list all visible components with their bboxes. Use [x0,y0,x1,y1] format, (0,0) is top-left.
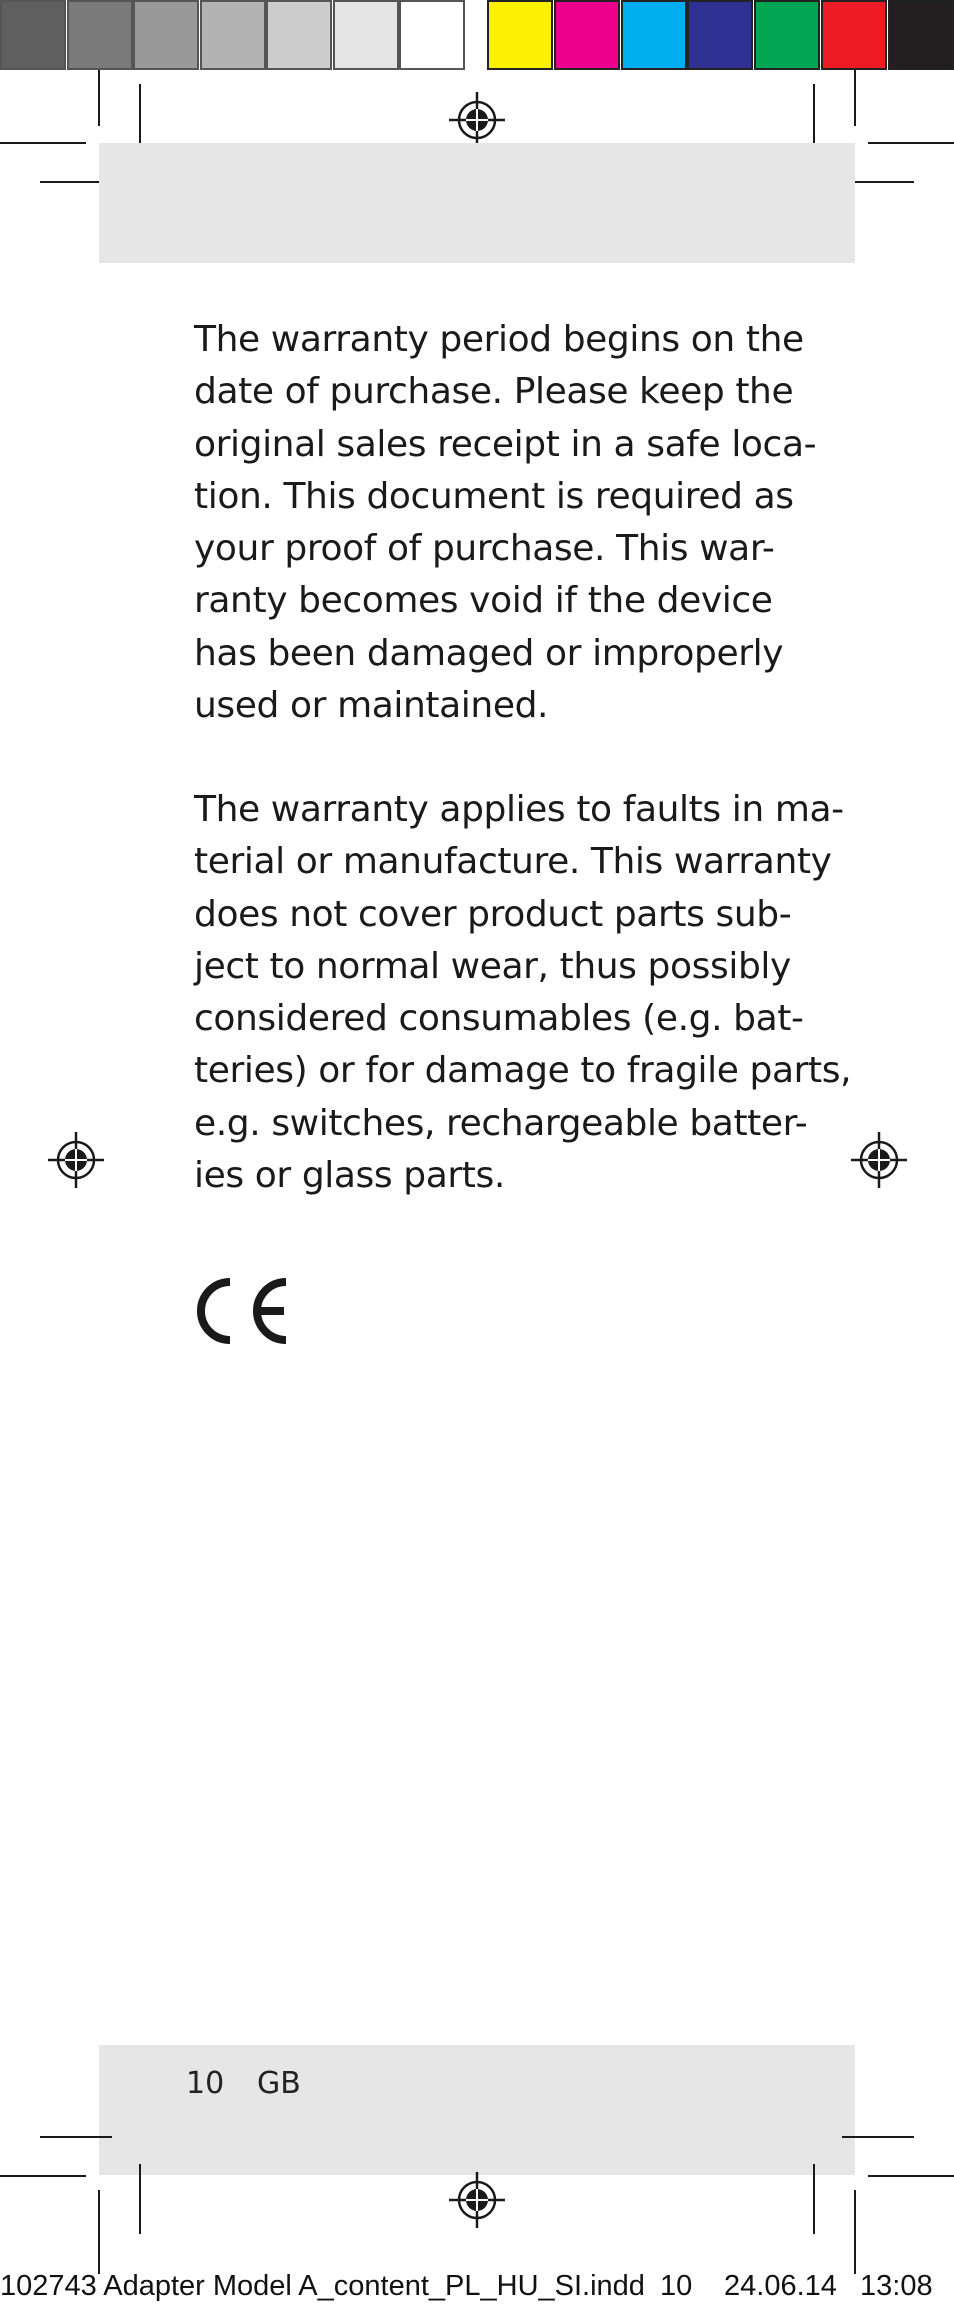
registration-mark-top-icon [449,92,505,148]
gray-swatch [266,0,332,70]
color-bar [0,0,954,72]
text-line: The warranty period begins on the [194,319,804,360]
color-swatch [888,0,954,70]
text-line: tion. This document is required as [194,475,794,517]
text-line: has been damaged or improperly [194,632,784,674]
color-swatch [554,0,620,70]
gray-swatch [133,0,199,70]
header-band [99,143,855,263]
gray-swatch [200,0,266,70]
crop-mark [0,142,86,144]
text-line: date of purchase. Please keep the [194,371,794,413]
crop-mark [868,142,954,144]
gray-swatch [0,0,66,70]
crop-mark [868,2175,954,2177]
text-line: used or maintained. [194,685,549,727]
text-line: terial or manufacture. This warranty [194,841,832,883]
warranty-paragraph-2 [194,784,852,1202]
crop-mark [98,2190,100,2274]
color-swatch [687,0,753,70]
crop-mark [98,70,100,126]
footer-band [99,2045,855,2175]
crop-mark [854,70,856,126]
color-swatch [487,0,553,70]
slug-filename: 102743 Adapter Model A_content_PL_HU_SI.indd [0,2270,645,2302]
page-number: 10 [186,2066,225,2101]
language-code: GB [257,2066,301,2101]
crop-mark [854,2190,856,2274]
crop-mark [0,2175,86,2177]
crop-mark [139,2164,141,2234]
text-line: does not cover product parts sub- [194,893,792,935]
slug-time: 13:08 [860,2270,933,2302]
gray-swatch [399,0,465,70]
registration-mark-bottom-icon [449,2172,505,2228]
text-line: considered consumables (e.g. bat- [194,998,804,1040]
slug-page: 10 [660,2270,693,2302]
gray-swatch [67,0,133,70]
text-line: ranty becomes void if the device [194,580,773,622]
color-swatch [621,0,687,70]
text-line: teries) or for damage to fragile parts, [194,1050,852,1092]
registration-mark-right-icon [851,1132,907,1188]
text-line: original sales receipt in a safe loca- [194,423,817,465]
color-swatch [821,0,887,70]
registration-mark-left-icon [48,1132,104,1188]
crop-mark [813,2164,815,2234]
text-line: e.g. switches, rechargeable batter- [194,1102,808,1144]
text-line: ject to normal wear, thus possibly [194,945,791,987]
text-line: your proof of purchase. This war- [194,528,775,570]
text-line: The warranty applies to faults in ma- [194,789,844,830]
ce-mark-icon [192,1274,294,1348]
slug-date: 24.06.14 [724,2270,837,2302]
warranty-paragraph-1 [194,314,817,732]
crop-mark [40,2136,112,2138]
gray-swatch [333,0,399,70]
text-line: ies or glass parts. [194,1155,505,1197]
crop-mark [842,2136,914,2138]
color-swatch [754,0,820,70]
